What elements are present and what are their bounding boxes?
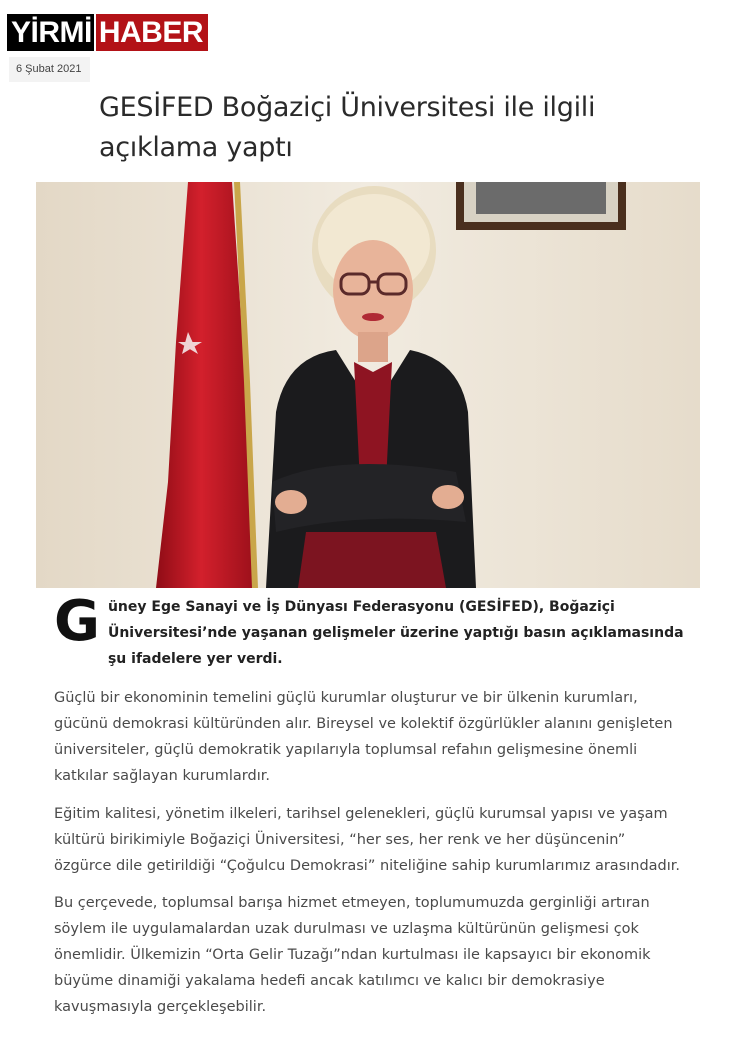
publish-date: 6 Şubat 2021 (9, 57, 90, 82)
lead-text: üney Ege Sanayi ve İş Dünyası Federasyonu (GESİFED), Boğaziçi Üniversitesi’nde yaşanan gelişmeler üzerine yaptığı basın açıklamasında şu ifadelere yer verdi. (107, 599, 684, 667)
article-paragraph: Güçlü bir ekonominin temelini güçlü kurumlar oluşturur ve bir ülkenin kurumları, gücünü demokrasi kültüründen alır. Bireysel ve kolektif özgürlükler alanını genişleten üniversiteler, güçlü demokratik yapılarıyla toplumsal refahın gelişmesine önemli katkılar sağlayan kurumlardır. (54, 690, 673, 784)
article-paragraph: Eğitim kalitesi, yönetim ilkeleri, tarihsel gelenekleri, güçlü kurumsal yapısı ve yaşam kültürü birikimiyle Boğaziçi Üniversitesi, “her ses, her renk ve her düşüncenin” özgürce dile getirildiği “Çoğulcu Demokrasi” niteliğine sahip kurumlarımız arasındadır. (54, 806, 681, 874)
site-logo[interactable] (7, 14, 208, 51)
article-title: GESİFED Boğaziçi Üniversitesi ile ilgili açıklama yaptı (99, 92, 596, 163)
article-paragraph: Bu çerçevede, toplumsal barışa hizmet etmeyen, toplumumuzda gerginliği artıran söylem ile uygulamalardan uzak durulması ve uzlaşma kültürünün gelişmesi çok önemlidir. Ülkemizin “Orta Gelir Tuzağı”ndan kurtulması ile kapsayıcı bir ekonomik büyüme dinamiği yakalama hedefi ancak katılımcı ve kalıcı bir demokrasiye kavuşmasıyla gerçekleşebilir. (54, 895, 651, 1015)
logo-part-2: HABER (94, 14, 208, 51)
article-photo (36, 182, 700, 588)
drop-cap: G (54, 589, 100, 654)
logo-part-1: YİRMİ (7, 14, 94, 51)
article-lead (54, 589, 684, 672)
